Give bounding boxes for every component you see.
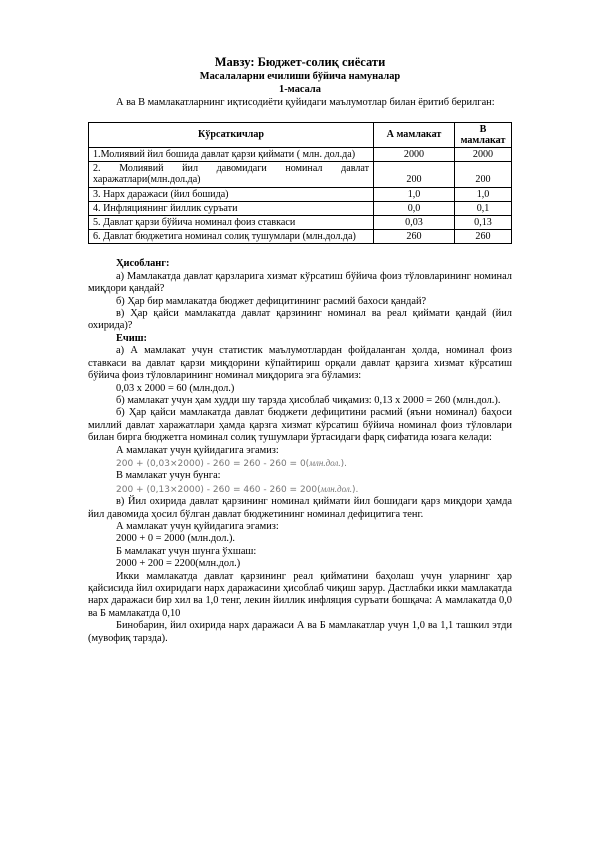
document-title: Мавзу: Бюджет-солиқ сиёсати xyxy=(214,55,386,69)
row-value-b: 260 xyxy=(455,230,512,244)
table-row xyxy=(89,230,512,244)
formula-text: 200 + (0,13×2000) - 260 = 460 - 260 = 200( xyxy=(116,484,321,495)
table-row xyxy=(89,216,512,230)
formula-unit: млн.дол. xyxy=(309,457,341,468)
solution-b-text2: б) Ҳар қайси мамлакатда давлат бюджети дефицитини расмий (яъни номинал) баҳоси миллий давлат харажатлари ҳамда қарзга хизмат кўрсатиш бўйича номинал фоиз тўловлари билан бирга бюджетга номинал солиқ тушумлари ўртасидаги фарқ сифатида юзага келади: xyxy=(88,407,512,444)
real-value-paragraph: Икки мамлакатда давлат қарзининг реал қийматини баҳолаш учун уларнинг ҳар қайсисида йил охиридаги нарх даражасини ҳисоблаб чиқиш зарур. Дастлабки икки мамлакатда нарх даражаси бир хил ва 1,0 тенг, лекин йиллик инфляция суръати бошқача: А мамлакатда 0,0 ва Б мамлакатда 0,10 xyxy=(88,570,512,619)
solution-c-text: в) Йил охирида давлат қарзининг номинал қиймати йил бошидаги қарз миқдори ҳамда йил давомида ҳосил бўлган давлат бюджетининг номинал дефицитига тенг. xyxy=(88,496,512,520)
row-label: 1.Молиявий йил бошида давлат қарзи қиймати ( млн. дол.да) xyxy=(89,148,374,162)
row-label: 6. Давлат бюджетига номинал солиқ тушумлари (млн.дол.да) xyxy=(89,230,374,244)
intro-paragraph: А ва В мамлакатларнинг иқтисодиёти қуйидаги маълумотлар билан ёритиб берилган: xyxy=(116,97,495,109)
row-value-b: 0,13 xyxy=(455,216,512,230)
table-row xyxy=(89,187,512,201)
formula-close: ). xyxy=(352,484,359,495)
country-a-label: А мамлакат учун қуйидагига эгамиз: xyxy=(116,444,279,456)
row-value-a: 200 xyxy=(374,162,455,187)
row-label: 3. Нарх даражаси (йил бошида) xyxy=(89,187,374,201)
formula-close: ). xyxy=(340,458,347,469)
country-b-label: В мамлакат учун бунга: xyxy=(116,470,221,482)
document-subtitle: Масалаларни ечилиши бўйича намуналар xyxy=(199,71,401,83)
column-header-indicators: Кўрсаткичлар xyxy=(89,122,374,147)
row-label: 4. Инфляциянинг йиллик суръати xyxy=(89,201,374,215)
table-row xyxy=(89,162,512,187)
question-c: в) Ҳар қайси мамлакатда давлат қарзининг номинал ва реал қиймати қандай (йил охирида)? xyxy=(88,308,512,332)
solution-a-text: а) А мамлакат учун статистик маълумотлардан фойдаланган ҳолда, номинал фоиз ставкаси ва давлат қарзи миқдорини кўпайтириш орқали давлат қарзига хизмат кўрсатиш бўйича фоиз тўловларининг номинал миқдорига эга бўламиз: xyxy=(88,345,512,382)
solution-a-formula: 0,03 х 2000 = 60 (млн.дол.) xyxy=(116,382,235,394)
row-value-a: 1,0 xyxy=(374,187,455,201)
row-label: 5. Давлат қарзи бўйича номинал фоиз ставкаси xyxy=(89,216,374,230)
calc-heading: Ҳисобланг: xyxy=(116,258,170,270)
row-value-a: 0,0 xyxy=(374,201,455,215)
column-header-country-b: В мамлакат xyxy=(455,122,512,147)
formula-text: 200 + (0,03×2000) - 260 = 260 - 260 = 0( xyxy=(116,458,310,469)
c-country-b-label: Б мамлакат учун шунга ўхшаш: xyxy=(116,545,257,557)
solution-b-text1: б) мамлакат учун ҳам худди шу тарзда ҳисоблаб чиқамиз: 0,13 х 2000 = 260 (млн.дол.). xyxy=(116,394,501,406)
question-b: б) Ҳар бир мамлакатда бюджет дефицитининг расмий бахоси қандай? xyxy=(116,295,427,307)
row-value-b: 200 xyxy=(455,162,512,187)
c-country-a-label: А мамлакат учун қуйидагига эгамиз: xyxy=(116,520,279,532)
table-row xyxy=(89,201,512,215)
problem-number: 1-масала xyxy=(279,83,321,95)
country-b-formula xyxy=(88,483,512,496)
row-value-a: 0,03 xyxy=(374,216,455,230)
row-value-a: 260 xyxy=(374,230,455,244)
row-value-b: 1,0 xyxy=(455,187,512,201)
country-a-formula xyxy=(88,457,512,470)
indicators-table xyxy=(88,122,512,245)
table-header-row xyxy=(89,122,512,147)
row-value-a: 2000 xyxy=(374,148,455,162)
c-country-a-formula: 2000 + 0 = 2000 (млн.дол.). xyxy=(116,533,236,545)
row-value-b: 2000 xyxy=(455,148,512,162)
question-a: а) Мамлакатда давлат қарзларига хизмат кўрсатиш бўйича фоиз тўловларининг номинал миқдори қандай? xyxy=(88,270,512,295)
c-country-b-formula: 2000 + 200 = 2200(млн.дол.) xyxy=(116,558,241,570)
table-row xyxy=(89,148,512,162)
document-page xyxy=(88,56,512,645)
column-header-country-a: А мамлакат xyxy=(374,122,455,147)
row-label: 2. Молиявий йил давомидаги номинал давлат харажатлари(млн.дол.да) xyxy=(89,162,374,187)
formula-unit: млн.дол. xyxy=(320,483,353,494)
row-value-b: 0,1 xyxy=(455,201,512,215)
final-paragraph: Бинобарин, йил охирида нарх даражаси А ва Б мамлакатлар учун 1,0 ва 1,1 ташкил этди (мувофиқ тарзда). xyxy=(88,620,512,644)
solution-heading: Ечиш: xyxy=(116,332,148,344)
